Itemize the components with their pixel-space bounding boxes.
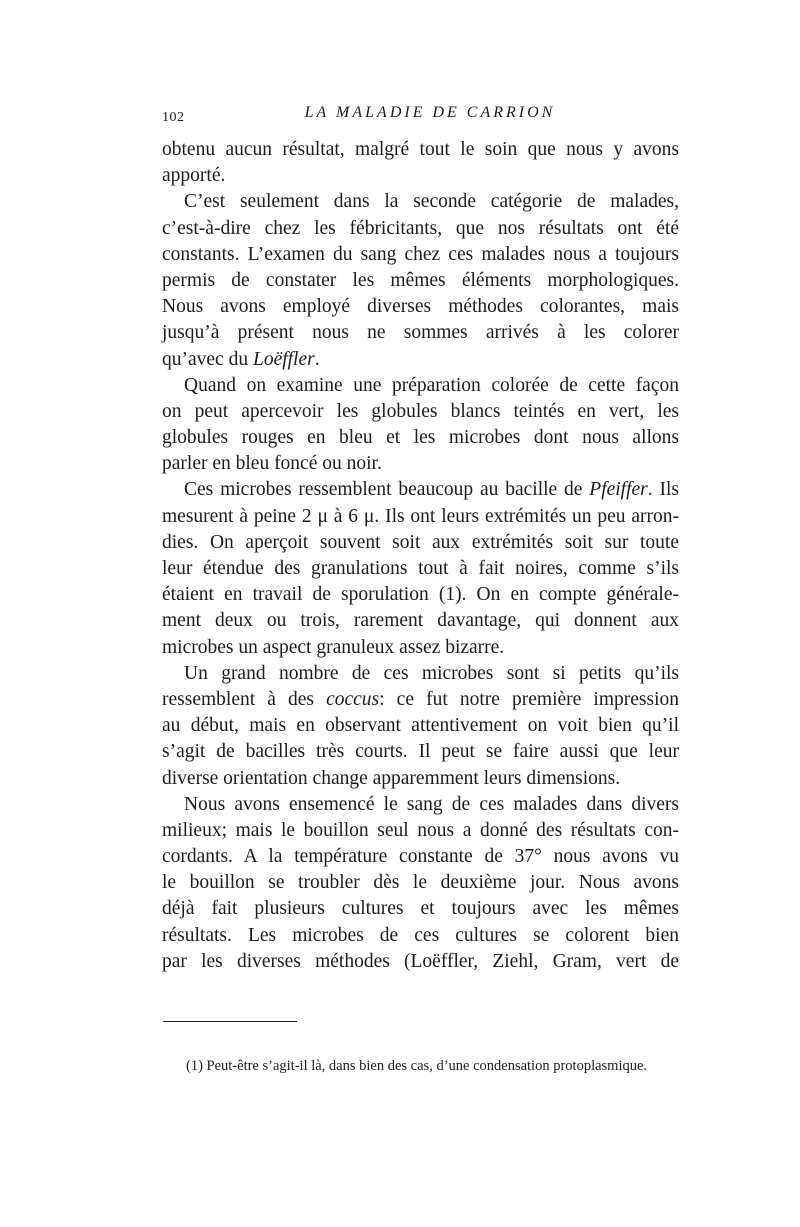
text-line: parler en bleu foncé ou noir. <box>162 453 382 475</box>
text-line: milieux; mais le bouillon seul nous a donné des résultats con- <box>162 819 679 841</box>
text-line: C’est seulement dans la seconde catégorie de malades, <box>184 191 679 213</box>
text-line: leur étendue des granulations tout à fait noires, comme s’ils <box>162 558 679 579</box>
body-text <box>162 137 679 975</box>
emphasis-pfeiffer: Pfeiffer <box>589 479 648 501</box>
text-line: apporté. <box>162 165 226 187</box>
text-line: résultats. Les microbes de ces cultures se colorent bien <box>162 924 679 946</box>
text-line: globules rouges en bleu et les microbes dont nous allons <box>162 427 679 449</box>
text-line: étaient en travail de sporulation (1). On en compte générale- <box>162 584 679 606</box>
text-line: ment deux ou trois, rarement davantage, qui donnent aux <box>162 610 679 632</box>
page-number: 102 <box>162 110 185 125</box>
footnote: (1) Peut-être s’agit-il là, dans bien des cas, d’une condensation protoplasmique. <box>186 1058 648 1074</box>
text-line: le bouillon se troubler dès le deuxième jour. Nous avons <box>162 872 679 894</box>
text-line: au début, mais en observant attentivement on voit bien qu’il <box>162 715 679 737</box>
text-line <box>162 477 679 503</box>
text-line: microbes un aspect granuleux assez bizarre. <box>162 636 505 658</box>
line-text: ressemblent à des <box>162 688 327 710</box>
text-line: déjà fait plusieurs cultures et toujours avec les mêmes <box>162 898 679 920</box>
emphasis-loeffler: Loëffler <box>252 348 315 370</box>
text-line: Nous avons employé diverses méthodes colorantes, mais <box>162 296 679 318</box>
text-line <box>162 347 679 373</box>
line-text: qu’avec du <box>162 348 253 370</box>
line-text: Ces microbes ressemblent beaucoup au bacille de <box>184 479 590 501</box>
text-line: permis de constater les mêmes éléments morphologiques. <box>162 269 679 291</box>
text-line: c’est-à-dire chez les fébricitants, que nos résultats ont été <box>162 217 679 239</box>
line-text: . Ils <box>647 479 679 501</box>
text-line: constants. L’examen du sang chez ces malades nous a toujours <box>162 243 679 265</box>
text-line: Quand on examine une préparation colorée de cette façon <box>184 374 679 396</box>
text-line: cordants. A la température constante de 37° nous avons vu <box>162 846 679 868</box>
line-text: : ce fut notre première impression <box>379 688 679 710</box>
text-line: diverse orientation change apparemment leurs dimensions. <box>162 767 621 789</box>
running-title: LA MALADIE DE CARRION <box>304 104 556 121</box>
text-line: obtenu aucun résultat, malgré tout le soin que nous y avons <box>162 139 679 160</box>
emphasis-coccus: coccus <box>326 688 380 710</box>
text-line: on peut apercevoir les globules blancs teintés en vert, les <box>162 400 679 422</box>
text-line: s’agit de bacilles très courts. Il peut se faire aussi que leur <box>162 741 679 763</box>
text-line: mesurent à peine 2 μ à 6 μ. Ils ont leurs extrémités un peu arron- <box>162 505 679 527</box>
text-line: par les diverses méthodes (Loëffler, Ziehl, Gram, vert de <box>162 950 679 972</box>
text-line <box>162 687 679 713</box>
line-text: . <box>314 348 320 370</box>
text-line: dies. On aperçoit souvent soit aux extrémités soit sur toute <box>162 531 679 553</box>
footnote-divider <box>163 1021 297 1022</box>
text-line: Un grand nombre de ces microbes sont si petits qu’ils <box>184 662 679 684</box>
text-line: Nous avons ensemencé le sang de ces malades dans divers <box>184 793 679 815</box>
text-line: jusqu’à présent nous ne sommes arrivés à les colorer <box>162 322 679 344</box>
